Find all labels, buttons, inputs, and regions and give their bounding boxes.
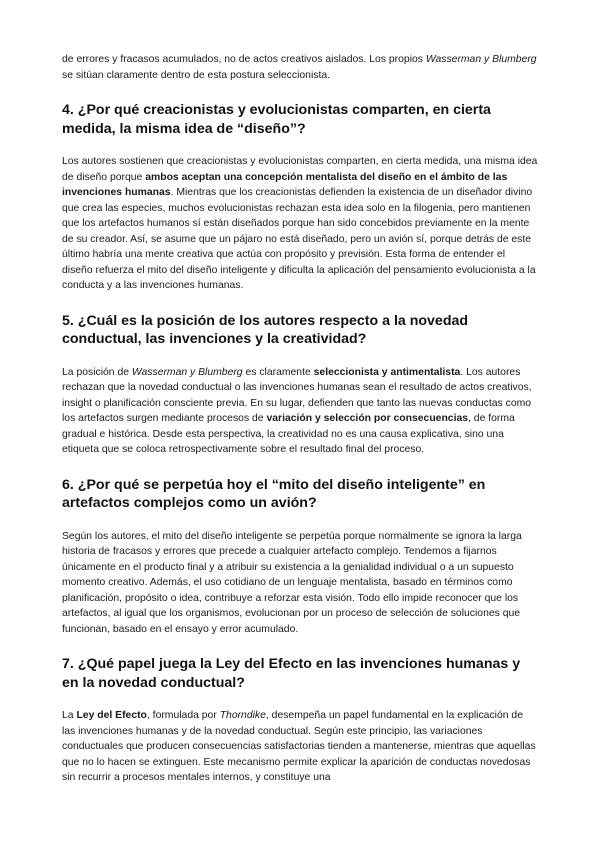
question-5-heading: 5. ¿Cuál es la posición de los autores respecto a la novedad conductual, las invenciones y la creatividad? (62, 312, 469, 347)
document-page (62, 52, 538, 786)
question-6-heading: 6. ¿Por qué se perpetúa hoy el “mito del diseño inteligente” en artefactos complejos como un avión? (62, 476, 486, 511)
question-4-heading: 4. ¿Por qué creacionistas y evolucionistas comparten, en cierta medida, la misma idea de “diseño”? (62, 102, 491, 137)
question-6-answer: Según los autores, el mito del diseño inteligente se perpetúa porque normalmente se ignora la larga historia de fracasos y errores que precede a cualquier artefacto complejo. Tendemos a fijarnos únicamente en el producto final y a atribuir su existencia a la genialidad individual o a un supuesto momento creativo. Además, el uso cotidiano de un lenguaje mentalista, basado en términos como planificación, propósito o idea, contribuye a reforzar esta visión. Todo ello impide reconocer que los artefactos, al igual que los organismos, evolucionan por un proceso de selección de soluciones que funcionan, basado en el ensayo y error acumulado. (62, 530, 522, 635)
question-5-answer: La posición de Wasserman y Blumberg es claramente seleccionista y antimentalista. Los autores rechazan que la novedad conductual o las invenciones humanas sean el resultado de actos creativos, insight o planificación consciente previa. En su lugar, defienden que tanto las nuevas conductas como los artefactos surgen mediante procesos de variación y selección por consecuencias, de forma gradual e histórica. Desde esta perspectiva, la creatividad no es una causa explicativa, sino una etiqueta que se coloca retrospectivamente sobre el resultado final del proceso. (62, 366, 532, 455)
question-7-answer: La Ley del Efecto, formulada por Thorndike, desempeña un papel fundamental en la explicación de las invenciones humanas y de la novedad conductual. Según este principio, las variaciones conductuales que producen consecuencias satisfactorias tienden a mantenerse, mientras que aquellas que no lo hacen se extinguen. Este mecanismo permite explicar la aparición de conductas novedosas sin recurrir a procesos mentales internos, y constituye una (62, 710, 536, 783)
question-4-answer: Los autores sostienen que creacionistas y evolucionistas comparten, en cierta medida, una misma idea de diseño porque ambos aceptan una concepción mentalista del diseño en el ámbito de las invenciones humanas. Mientras que los creacionistas defienden la existencia de un diseñador divino que crea las especies, muchos evolucionistas rechazan esta idea solo en la filogenia, pero mantienen que los artefactos humanos sí están diseñados porque han sido concebidos previamente en la mente de su creador. Así, se asume que un pájaro no está diseñado, pero un avión sí, porque detrás de este último habría una mente creativa que actúa con propósito y previsión. Esta forma de entender el diseño refuerza el mito del diseño inteligente y dificulta la aplicación del pensamiento evolucionista a la conducta y a las invenciones humanas. (62, 156, 538, 291)
question-7-heading: 7. ¿Qué papel juega la Ley del Efecto en las invenciones humanas y en la novedad conductual? (62, 656, 521, 691)
intro-paragraph: de errores y fracasos acumulados, no de actos creativos aislados. Los propios Wasserman y Blumberg se sitúan claramente dentro de esta postura seleccionista. (62, 54, 537, 81)
